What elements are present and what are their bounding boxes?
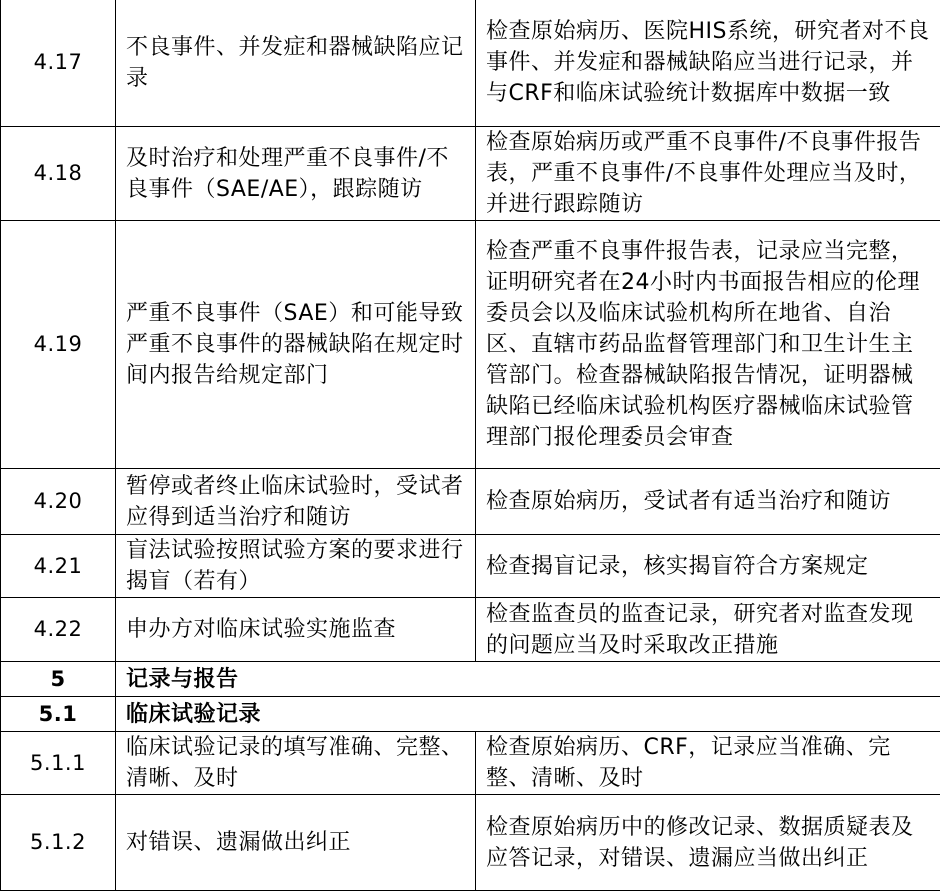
item-check-method: 检查原始病历，受试者有适当治疗和随访 xyxy=(476,469,940,535)
subsection-row xyxy=(1,697,940,732)
item-description: 不良事件、并发症和器械缺陷应记录 xyxy=(116,0,476,127)
item-number: 4.19 xyxy=(1,221,116,469)
item-check-method: 检查揭盲记录，核实揭盲符合方案规定 xyxy=(476,535,940,598)
section-title: 临床试验记录 xyxy=(116,697,940,732)
table-row xyxy=(1,535,940,598)
item-check-method: 检查原始病历中的修改记录、数据质疑表及应答记录，对错误、遗漏应当做出纠正 xyxy=(476,795,940,891)
item-check-method: 检查监查员的监查记录，研究者对监查发现的问题应当及时采取改正措施 xyxy=(476,598,940,662)
item-number: 4.21 xyxy=(1,535,116,598)
item-number: 5.1.1 xyxy=(1,732,116,795)
table-row xyxy=(1,598,940,662)
item-number: 4.18 xyxy=(1,127,116,221)
section-title: 记录与报告 xyxy=(116,662,940,697)
table-row xyxy=(1,221,940,469)
item-description: 对错误、遗漏做出纠正 xyxy=(116,795,476,891)
item-description: 盲法试验按照试验方案的要求进行揭盲（若有） xyxy=(116,535,476,598)
item-check-method: 检查原始病历或严重不良事件/不良事件报告表，严重不良事件/不良事件处理应当及时，并进行跟踪随访 xyxy=(476,127,940,221)
item-number: 4.20 xyxy=(1,469,116,535)
item-number: 4.22 xyxy=(1,598,116,662)
item-description: 申办方对临床试验实施监查 xyxy=(116,598,476,662)
item-check-method: 检查原始病历、CRF，记录应当准确、完整、清晰、及时 xyxy=(476,732,940,795)
item-number: 5.1.2 xyxy=(1,795,116,891)
section-row xyxy=(1,662,940,697)
item-description: 临床试验记录的填写准确、完整、清晰、及时 xyxy=(116,732,476,795)
item-check-method: 检查原始病历、医院HIS系统，研究者对不良事件、并发症和器械缺陷应当进行记录，并与CRF和临床试验统计数据库中数据一致 xyxy=(476,0,940,127)
table-row xyxy=(1,127,940,221)
table-row xyxy=(1,469,940,535)
table-row xyxy=(1,795,940,891)
item-description: 及时治疗和处理严重不良事件/不良事件（SAE/AE），跟踪随访 xyxy=(116,127,476,221)
item-check-method: 检查严重不良事件报告表，记录应当完整，证明研究者在24小时内书面报告相应的伦理委员会以及临床试验机构所在地省、自治区、直辖市药品监督管理部门和卫生计生主管部门。检查器械缺陷报告情况，证明器械缺陷已经临床试验机构医疗器械临床试验管理部门报伦理委员会审查 xyxy=(476,221,940,469)
item-number: 4.17 xyxy=(1,0,116,127)
section-number: 5 xyxy=(1,662,116,697)
table-row xyxy=(1,732,940,795)
item-description: 严重不良事件（SAE）和可能导致严重不良事件的器械缺陷在规定时间内报告给规定部门 xyxy=(116,221,476,469)
section-number: 5.1 xyxy=(1,697,116,732)
table-row xyxy=(1,0,940,127)
item-description: 暂停或者终止临床试验时，受试者应得到适当治疗和随访 xyxy=(116,469,476,535)
